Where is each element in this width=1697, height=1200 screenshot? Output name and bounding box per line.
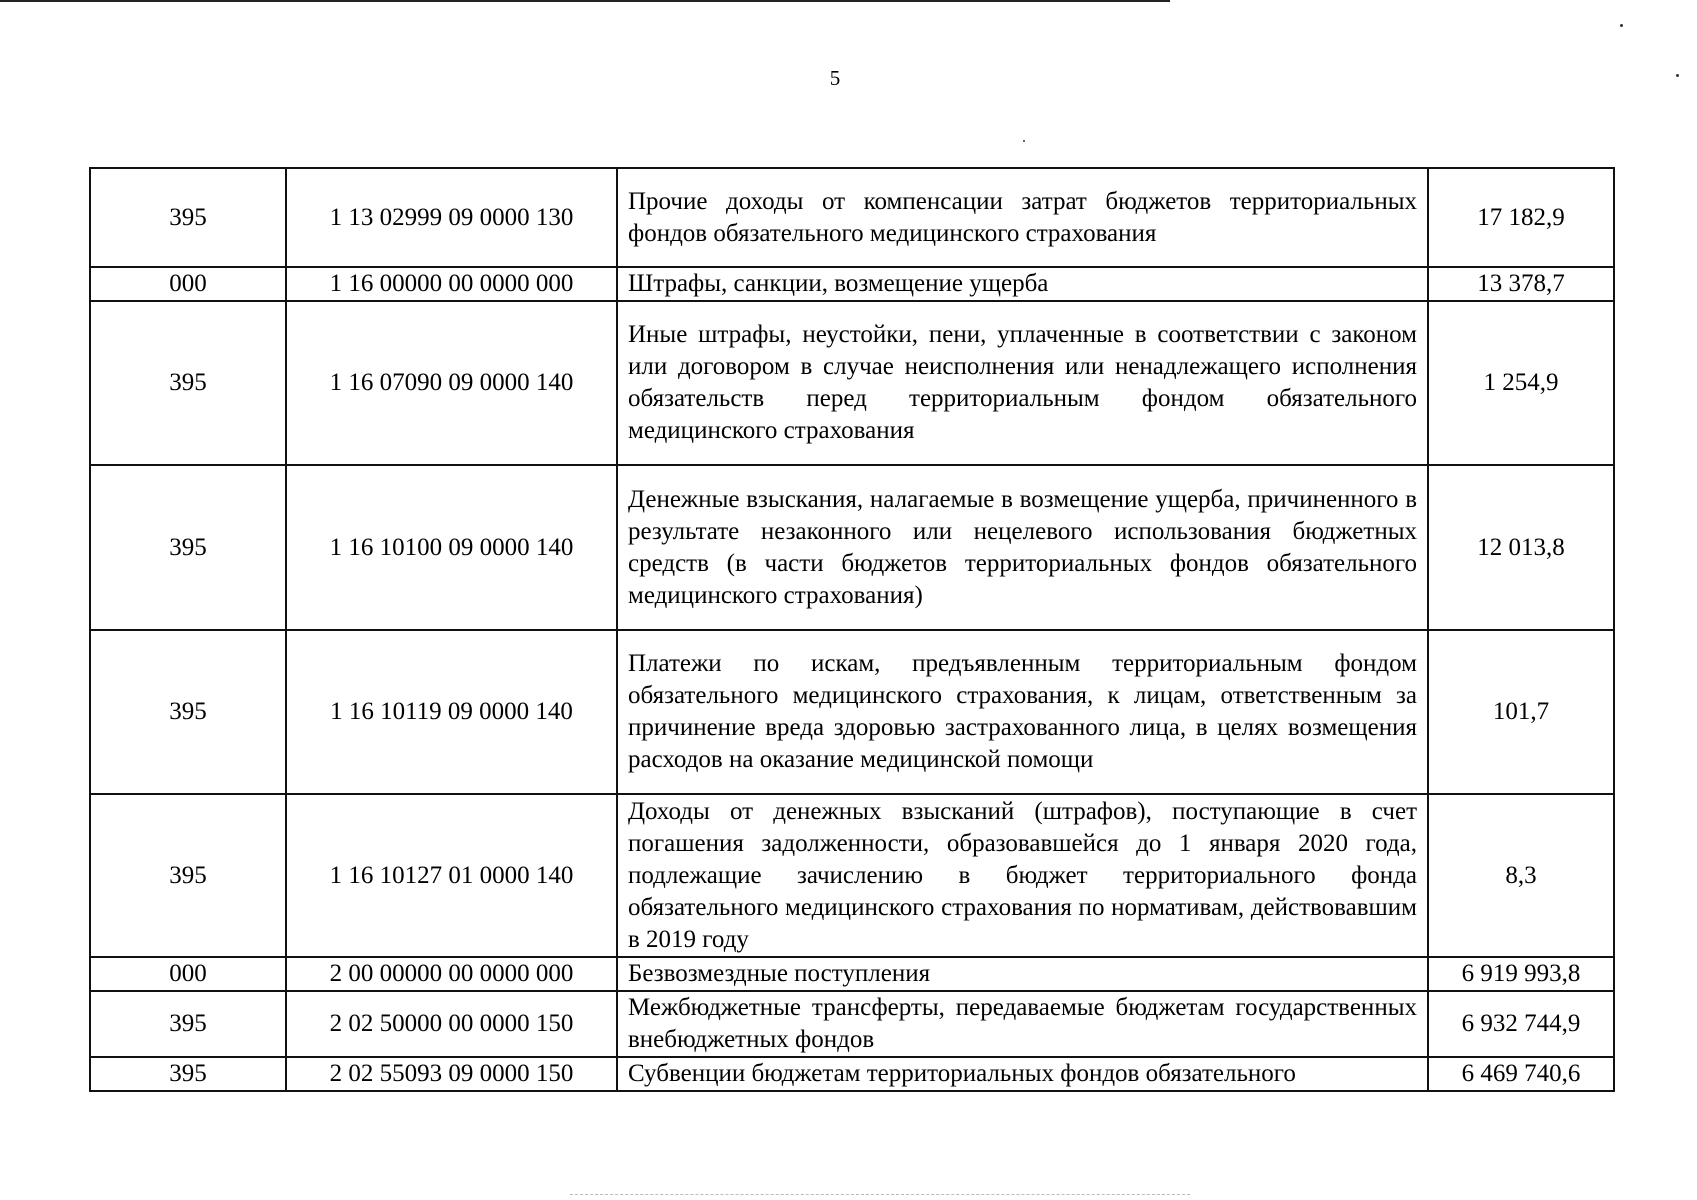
scan-speck: [1676, 74, 1679, 77]
table-row: [90, 794, 1614, 957]
budget-code-cell: 1 16 10119 09 0000 140: [286, 630, 617, 794]
admin-code-cell: 395: [90, 1057, 286, 1091]
admin-code-cell: 395: [90, 794, 286, 957]
budget-code-cell: 1 16 10100 09 0000 140: [286, 465, 617, 630]
admin-code-cell: 395: [90, 630, 286, 794]
admin-code-cell: 000: [90, 957, 286, 991]
budget-code-cell: 2 00 00000 00 0000 000: [286, 957, 617, 991]
revenue-name-cell: Субвенции бюджетам территориальных фондов обязательного: [617, 1057, 1428, 1091]
budget-code-cell: 1 16 10127 01 0000 140: [286, 794, 617, 957]
amount-cell: 6 469 740,6: [1428, 1057, 1614, 1091]
admin-code-cell: 395: [90, 168, 286, 267]
table-row: [90, 1057, 1614, 1091]
admin-code-cell: 000: [90, 267, 286, 301]
budget-code-cell: 1 13 02999 09 0000 130: [286, 168, 617, 267]
amount-cell: 1 254,9: [1428, 301, 1614, 465]
revenue-name-cell: Доходы от денежных взысканий (штрафов), поступающие в счет погашения задолженности, образовавшейся до 1 января 2020 года, подлежащие зачислению в бюджет территориального фонда обязательного медицинского страхования по нормативам, действовавшим в 2019 году: [617, 794, 1428, 957]
scan-speck: [1023, 140, 1025, 142]
amount-cell: 6 919 993,8: [1428, 957, 1614, 991]
revenue-name-cell: Безвозмездные поступления: [617, 957, 1428, 991]
scan-noise: [570, 1194, 1190, 1196]
admin-code-cell: 395: [90, 301, 286, 465]
revenue-name-cell: Межбюджетные трансферты, передаваемые бюджетам государственных внебюджетных фондов: [617, 991, 1428, 1057]
table-row: [90, 630, 1614, 794]
revenue-name-cell: Иные штрафы, неустойки, пени, уплаченные в соответствии с законом или договором в случае неисполнения или ненадлежащего исполнения обязательств перед территориальным фондом обязательного медицинского страхования: [617, 301, 1428, 465]
revenue-name-cell: Штрафы, санкции, возмещение ущерба: [617, 267, 1428, 301]
budget-code-cell: 1 16 00000 00 0000 000: [286, 267, 617, 301]
table-row: [90, 957, 1614, 991]
page-number: 5: [829, 66, 841, 90]
revenue-name-cell: Прочие доходы от компенсации затрат бюджетов территориальных фондов обязательного медицинского страхования: [617, 168, 1428, 267]
table-row: [90, 168, 1614, 267]
table-row: [90, 267, 1614, 301]
admin-code-cell: 395: [90, 465, 286, 630]
revenue-table: [89, 167, 1615, 1092]
table-row: [90, 991, 1614, 1057]
revenue-name-cell: Денежные взыскания, налагаемые в возмещение ущерба, причиненного в результате незаконного или нецелевого использования бюджетных средств (в части бюджетов территориальных фондов обязательного медицинского страхования): [617, 465, 1428, 630]
amount-cell: 8,3: [1428, 794, 1614, 957]
amount-cell: 101,7: [1428, 630, 1614, 794]
table-row: [90, 465, 1614, 630]
amount-cell: 13 378,7: [1428, 267, 1614, 301]
top-rule: [0, 0, 1170, 2]
admin-code-cell: 395: [90, 991, 286, 1057]
amount-cell: 12 013,8: [1428, 465, 1614, 630]
scan-speck: [1620, 24, 1623, 27]
amount-cell: 17 182,9: [1428, 168, 1614, 267]
table-row: [90, 301, 1614, 465]
revenue-name-cell: Платежи по искам, предъявленным территориальным фондом обязательного медицинского страхования, к лицам, ответственным за причинение вреда здоровью застрахованного лица, в целях возмещения расходов на оказание медицинской помощи: [617, 630, 1428, 794]
budget-code-cell: 1 16 07090 09 0000 140: [286, 301, 617, 465]
budget-code-cell: 2 02 55093 09 0000 150: [286, 1057, 617, 1091]
budget-code-cell: 2 02 50000 00 0000 150: [286, 991, 617, 1057]
amount-cell: 6 932 744,9: [1428, 991, 1614, 1057]
